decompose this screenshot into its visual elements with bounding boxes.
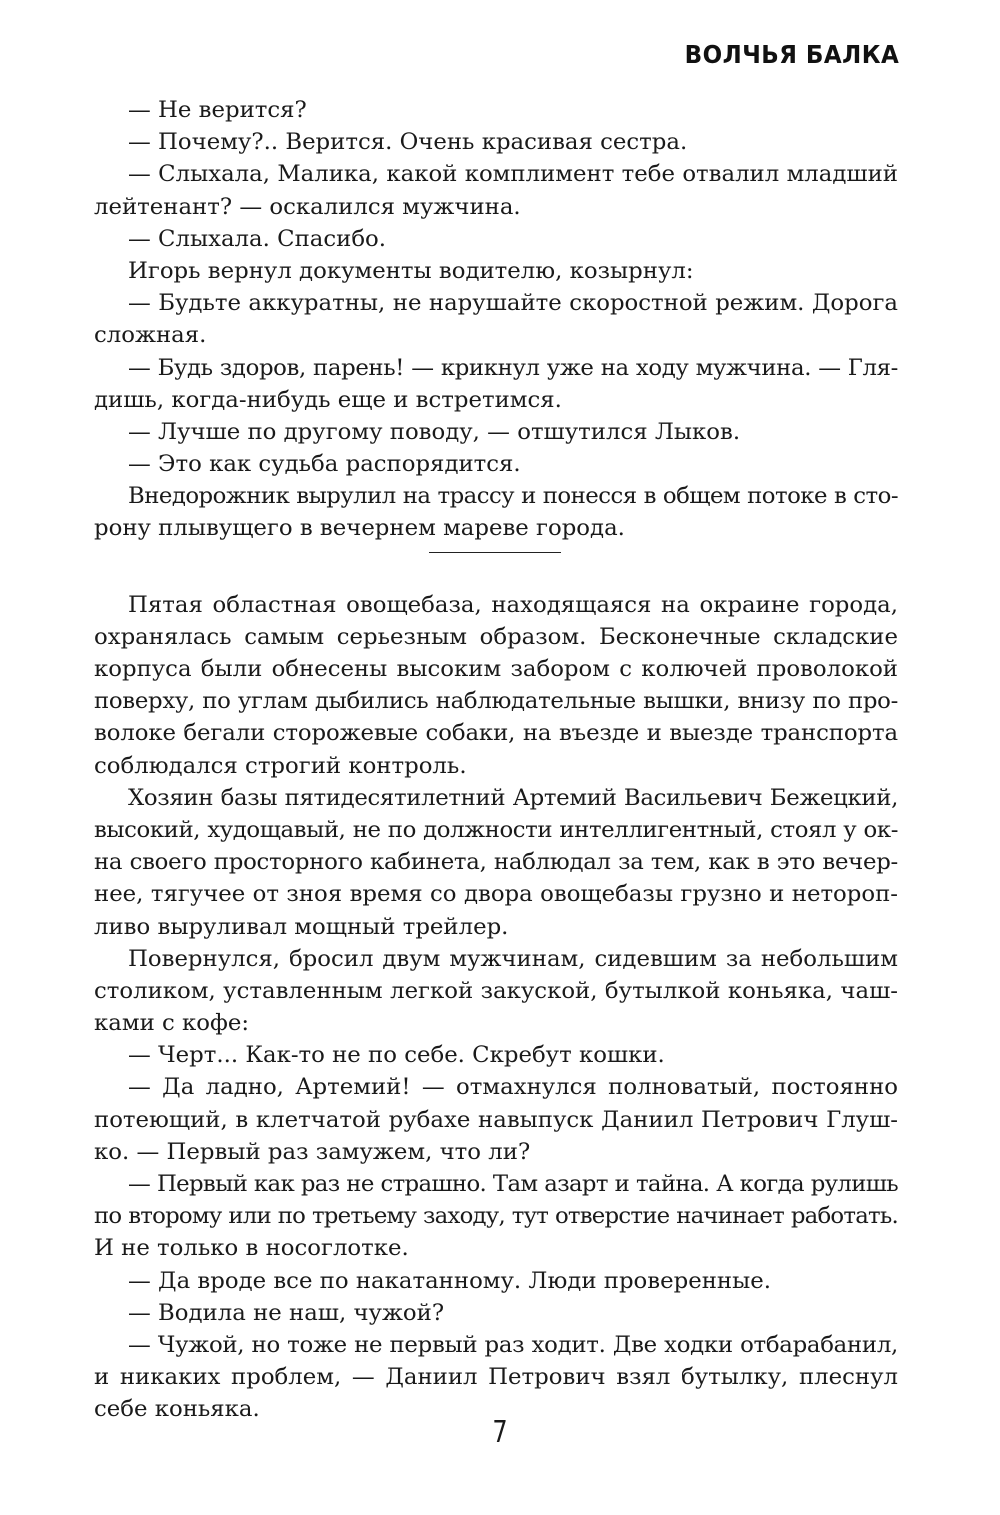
text-line: сложная. [94, 322, 207, 349]
text-line: лейтенант? — оскалился мужчина. [94, 193, 521, 220]
text-line: волоке бегали сторожевые собаки, на въезде и выезде транспорта [94, 720, 898, 747]
text-line: на своего просторного кабинета, наблюдал за тем, как в это вечер- [94, 849, 898, 876]
text-line: охранялась самым серьезным образом. Бесконечные складские [94, 623, 898, 650]
text-line: Игорь вернул документы водителю, козырнул: [128, 257, 694, 284]
text-line: — Черт... Как-то не по себе. Скребут кошки. [128, 1042, 665, 1069]
text-line: Хозяин базы пятидесятилетний Артемий Васильевич Бежецкий, [128, 784, 898, 811]
text-line: поверху, по углам дыбились наблюдательные вышки, внизу по про- [94, 688, 898, 715]
text-line: — Это как судьба распорядится. [128, 451, 521, 478]
text-line: высокий, худощавый, не по должности интеллигентный, стоял у ок- [94, 816, 898, 843]
text-line: И не только в носоглотке. [94, 1235, 409, 1262]
text-line: ливо выруливал мощный трейлер. [94, 913, 509, 940]
text-line: соблюдался строгий контроль. [94, 752, 467, 779]
text-line: корпуса были обнесены высоким забором с колючей проволокой [94, 656, 898, 682]
text-line: нее, тягучее от зноя время со двора овощебазы грузно и нетороп- [94, 881, 898, 908]
text-line: — Да ладно, Артемий! — отмахнулся полноватый, постоянно [128, 1074, 898, 1101]
text-line: — Первый как раз не страшно. Там азарт и тайна. А когда рулишь [128, 1171, 898, 1197]
text-line: — Почему?.. Верится. Очень красивая сестра. [128, 129, 688, 156]
text-line: ками с кофе: [94, 1010, 250, 1037]
page-number: 7 [492, 1415, 508, 1450]
text-line: потеющий, в клетчатой рубахе навыпуск Даниил Петрович Глуш- [94, 1106, 898, 1133]
text-line: — Слыхала. Спасибо. [128, 225, 387, 252]
text-line: — Водила не наш, чужой? [128, 1299, 445, 1326]
section-gap [94, 571, 898, 589]
text-line: столиком, уставленным легкой закуской, бутылкой коньяка, чаш- [94, 977, 898, 1004]
section-separator [94, 545, 898, 571]
text-line: — Лучше по другому поводу, — отшутился Лыков. [128, 418, 741, 445]
text-line: — Да вроде все по накатанному. Люди проверенные. [128, 1267, 771, 1294]
text-line: себе коньяка. [94, 1396, 260, 1423]
text-line: рону плывущего в вечернем мареве города. [94, 515, 625, 542]
text-line: Пятая областная овощебаза, находящаяся на окраине города, [128, 591, 898, 618]
text-line: — Будьте аккуратны, не нарушайте скоростной режим. Дорога [128, 290, 898, 317]
running-head-title: ВОЛЧЬЯ БАЛКА [684, 40, 899, 69]
text-line: ко. — Первый раз замужем, что ли? [94, 1138, 531, 1165]
text-line: дишь, когда-нибудь еще и встретимся. [94, 386, 562, 413]
text-line: и никаких проблем, — Даниил Петрович взял бутылку, плеснул [94, 1364, 898, 1391]
text-line: — Будь здоров, парень! — крикнул уже на ходу мужчина. — Гля- [128, 354, 898, 381]
text-line: Внедорожник вырулил на трассу и понесся в общем потоке в сто- [128, 483, 898, 510]
text-line: — Слыхала, Малика, какой комплимент тебе отвалил младший [128, 161, 898, 188]
page-body [94, 94, 898, 1426]
text-line: по второму или по третьему заходу, тут отверстие начинает работать. [94, 1203, 898, 1230]
text-line: — Чужой, но тоже не первый раз ходит. Две ходки отбарабанил, [128, 1331, 898, 1358]
text-line: Повернулся, бросил двум мужчинам, сидевшим за небольшим [128, 945, 898, 972]
text-line: — Не верится? [128, 97, 307, 123]
